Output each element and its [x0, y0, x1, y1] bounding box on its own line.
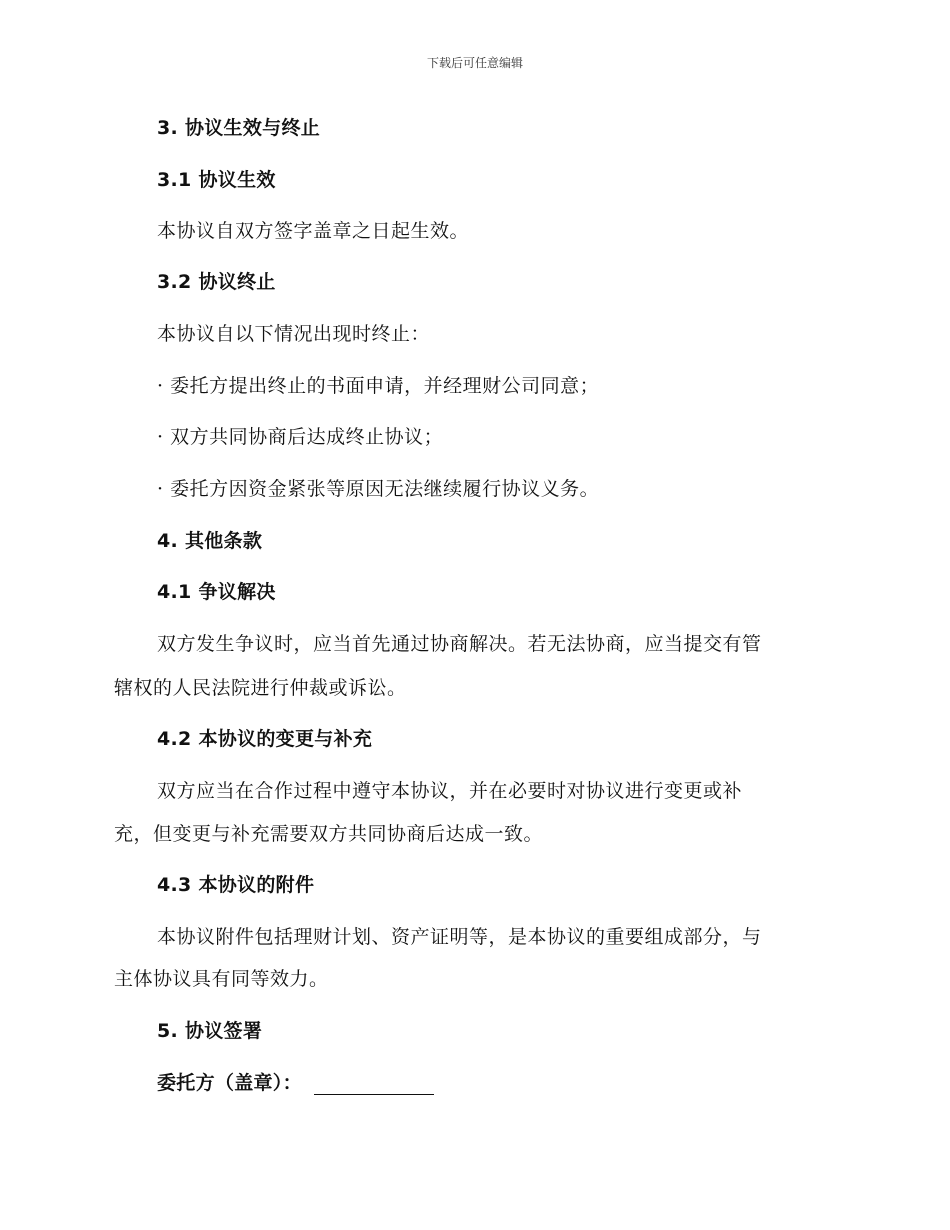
section-4-title: 4. 其他条款	[157, 530, 263, 552]
section-3-2-intro: 本协议自以下情况出现时终止：	[157, 323, 431, 345]
section-4-2-body-line2: 充，但变更与补充需要双方共同协商后达成一致。	[114, 823, 544, 845]
section-3-1-body: 本协议自双方签字盖章之日起生效。	[157, 220, 470, 242]
list-item: · 双方共同协商后达成终止协议；	[157, 426, 444, 448]
signature-line	[157, 1071, 434, 1095]
list-item: · 委托方因资金紧张等原因无法继续履行协议义务。	[157, 478, 600, 500]
section-4-3-body-line1: 本协议附件包括理财计划、资产证明等，是本协议的重要组成部分，与	[157, 926, 762, 948]
signature-blank	[314, 1074, 434, 1095]
section-3-title: 3. 协议生效与终止	[157, 117, 321, 139]
section-3-1-title: 3.1 协议生效	[157, 169, 276, 191]
section-4-3-body-line2: 主体协议具有同等效力。	[114, 968, 329, 990]
section-4-2-body-line1: 双方应当在合作过程中遵守本协议，并在必要时对协议进行变更或补	[157, 780, 743, 802]
section-3-2-title: 3.2 协议终止	[157, 271, 276, 293]
section-4-1-body-line1: 双方发生争议时，应当首先通过协商解决。若无法协商，应当提交有管	[157, 633, 762, 655]
page-header-note: 下载后可任意编辑	[426, 56, 523, 70]
section-4-3-title: 4.3 本协议的附件	[157, 874, 315, 896]
section-5-title: 5. 协议签署	[157, 1020, 263, 1042]
section-4-2-title: 4.2 本协议的变更与补充	[157, 728, 373, 750]
section-4-1-body-line2: 辖权的人民法院进行仲裁或诉讼。	[114, 677, 407, 699]
signer-label: 委托方（盖章）：	[157, 1072, 302, 1094]
list-item: · 委托方提出终止的书面申请，并经理财公司同意；	[157, 375, 600, 397]
section-4-1-title: 4.1 争议解决	[157, 581, 276, 603]
